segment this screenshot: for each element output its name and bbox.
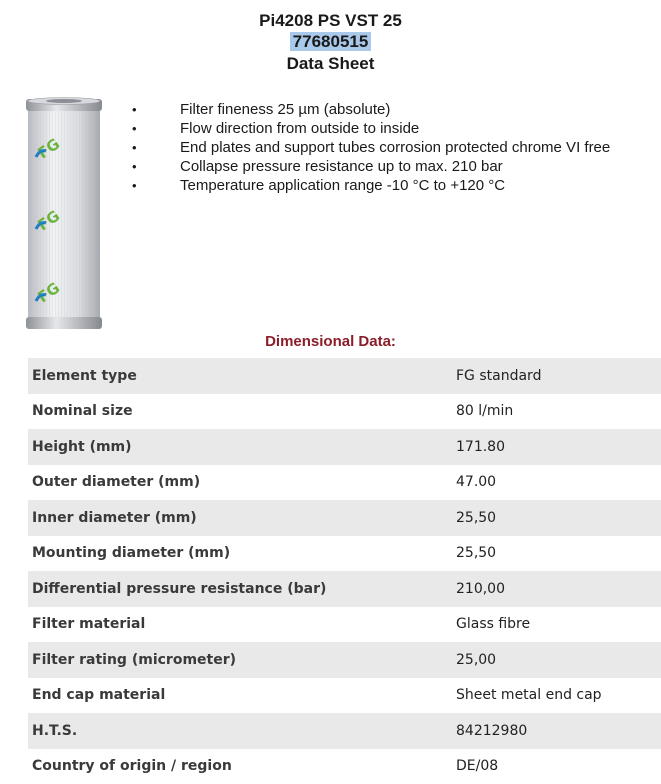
table-row bbox=[28, 678, 661, 714]
row-value: DE/08 bbox=[456, 749, 661, 784]
row-value: 210,00 bbox=[456, 571, 661, 607]
row-value: 84212980 bbox=[456, 713, 661, 749]
row-label: Inner diameter (mm) bbox=[28, 500, 456, 536]
feature-item: • Filter fineness 25 µm (absolute) bbox=[128, 100, 653, 119]
row-value: Glass fibre bbox=[456, 607, 661, 643]
feature-item: • Temperature application range -10 °C to +120 °C bbox=[128, 176, 653, 195]
table-row bbox=[28, 536, 661, 572]
row-label: Mounting diameter (mm) bbox=[28, 536, 456, 572]
document-subtitle: Data Sheet bbox=[286, 54, 375, 73]
row-label: Country of origin / region bbox=[28, 749, 456, 784]
product-title: Pi4208 PS VST 25 bbox=[259, 11, 402, 30]
dimensional-data-heading: Dimensional Data: bbox=[265, 333, 396, 350]
row-value: 47.00 bbox=[456, 465, 661, 501]
row-label: Differential pressure resistance (bar) bbox=[28, 571, 456, 607]
table-row bbox=[28, 500, 661, 536]
row-label: Filter material bbox=[28, 607, 456, 643]
svg-text:FG: FG bbox=[34, 206, 64, 235]
table-row bbox=[28, 607, 661, 643]
product-code-highlight: 77680515 bbox=[290, 32, 372, 51]
row-label: Outer diameter (mm) bbox=[28, 465, 456, 501]
row-value: 171.80 bbox=[456, 429, 661, 465]
svg-text:FG: FG bbox=[34, 134, 64, 163]
table-row bbox=[28, 642, 661, 678]
row-value: 25,00 bbox=[456, 642, 661, 678]
table-row bbox=[28, 571, 661, 607]
row-value: FG standard bbox=[456, 358, 661, 394]
row-label: H.T.S. bbox=[28, 713, 456, 749]
row-label: Filter rating (micrometer) bbox=[28, 642, 456, 678]
row-label: Element type bbox=[28, 358, 456, 394]
feature-item: • Collapse pressure resistance up to max. 210 bar bbox=[128, 157, 653, 176]
row-label: Nominal size bbox=[28, 394, 456, 430]
table-row bbox=[28, 749, 661, 784]
row-label: Height (mm) bbox=[28, 429, 456, 465]
svg-text:FG: FG bbox=[34, 278, 64, 307]
feature-list bbox=[128, 100, 653, 195]
table-row bbox=[28, 465, 661, 501]
feature-item: • End plates and support tubes corrosion protected chrome VI free bbox=[128, 138, 653, 157]
dimensional-data-table bbox=[28, 358, 661, 784]
table-row bbox=[28, 713, 661, 749]
document-header bbox=[0, 10, 661, 75]
product-code bbox=[0, 31, 661, 52]
row-value: 80 l/min bbox=[456, 394, 661, 430]
filter-element-image bbox=[22, 95, 106, 333]
table-row bbox=[28, 358, 661, 394]
feature-item: • Flow direction from outside to inside bbox=[128, 119, 653, 138]
row-value: Sheet metal end cap bbox=[456, 678, 661, 714]
table-row bbox=[28, 429, 661, 465]
table-row bbox=[28, 394, 661, 430]
row-value: 25,50 bbox=[456, 536, 661, 572]
row-value: 25,50 bbox=[456, 500, 661, 536]
row-label: End cap material bbox=[28, 678, 456, 714]
